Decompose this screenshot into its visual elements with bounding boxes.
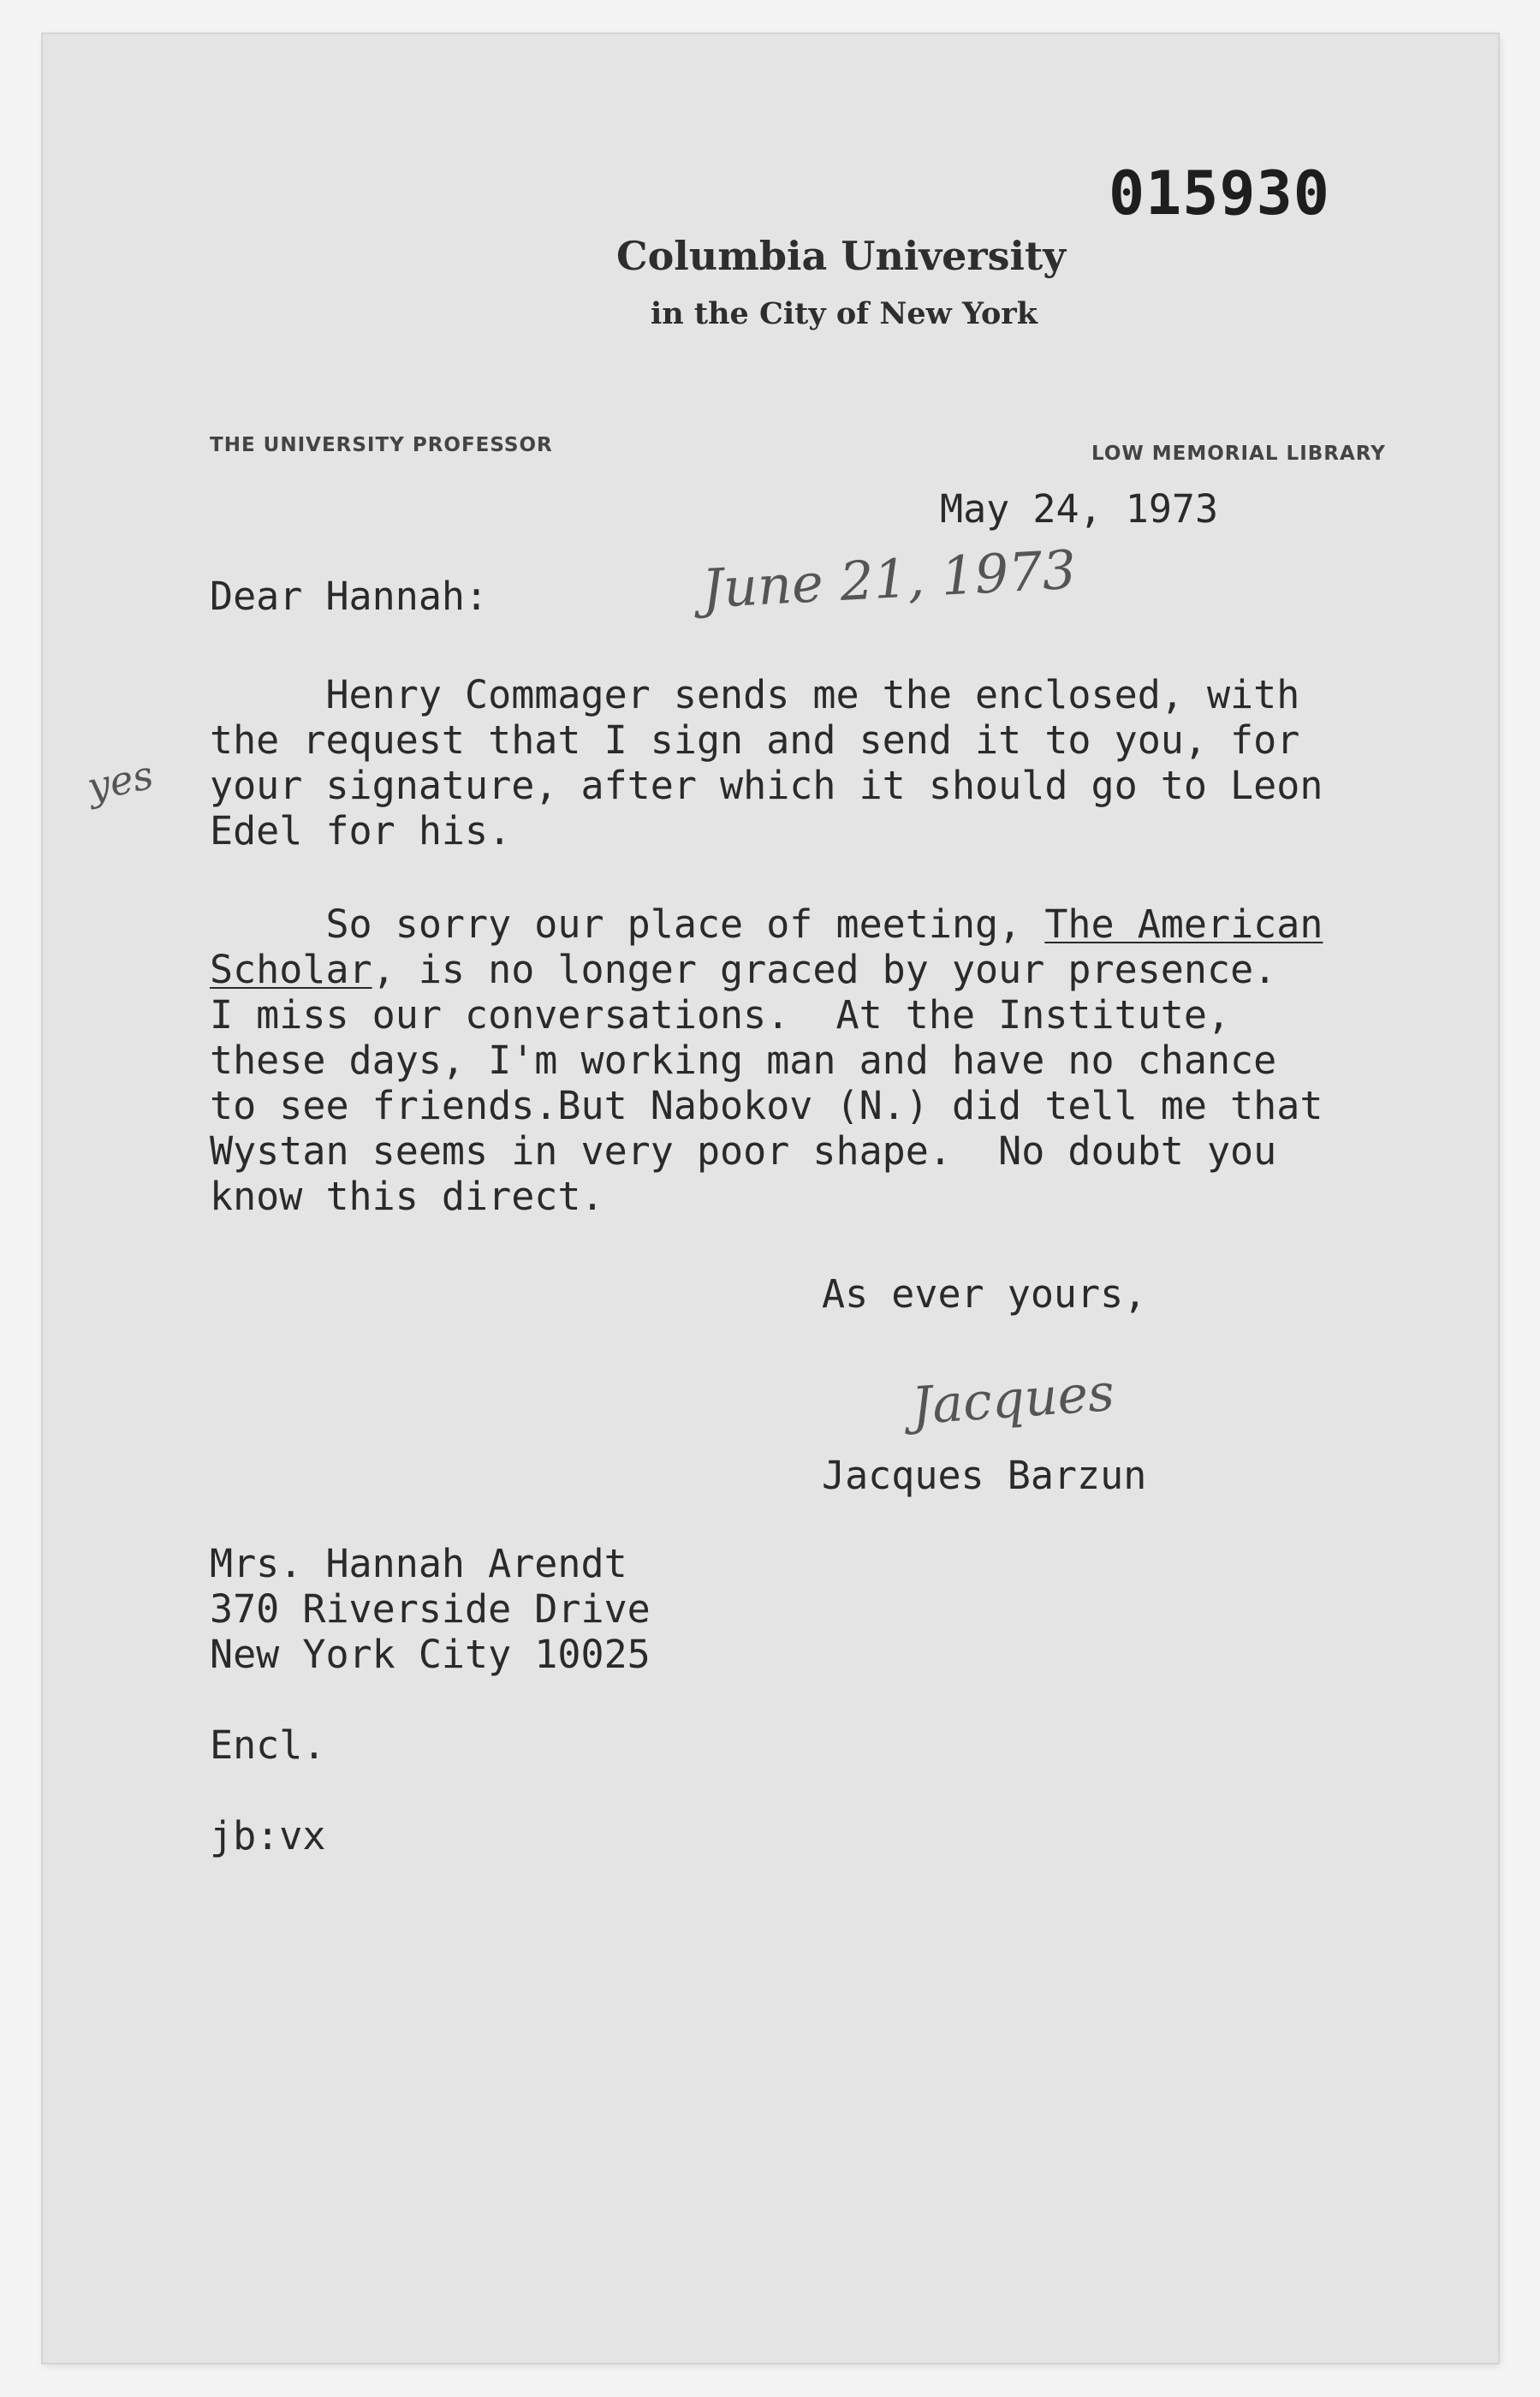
paragraph2-line7: know this direct.: [210, 1174, 604, 1219]
paragraph2-line5: to see friends.But Nabokov (N.) did tell me that: [210, 1083, 1323, 1128]
letterhead-left-department: THE UNIVERSITY PROFESSOR: [210, 434, 553, 456]
letterhead-institution: Columbia University: [616, 233, 1066, 279]
paragraph1-line3: your signature, after which it should go to Leon: [210, 763, 1323, 808]
paragraph1-line1: Henry Commager sends me the enclosed, with: [210, 672, 1300, 717]
recipient-street: 370 Riverside Drive: [210, 1586, 651, 1632]
paragraph2-line2-text: , is no longer graced by your presence.: [372, 947, 1277, 992]
paragraph2-line1: [210, 901, 1323, 947]
signer-name: Jacques Barzun: [822, 1453, 1147, 1498]
letter-page: [43, 34, 1498, 2363]
paragraph2-line3: I miss our conversations. At the Institute,: [210, 992, 1231, 1038]
paragraph1-line2: the request that I sign and send it to you, for: [210, 717, 1300, 763]
enclosure-note: Encl.: [210, 1722, 326, 1768]
letter-date: May 24, 1973: [940, 486, 1219, 532]
signature: Jacques: [909, 1362, 1116, 1437]
recipient-name: Mrs. Hannah Arendt: [210, 1541, 627, 1586]
archive-number: 015930: [1109, 158, 1330, 229]
typist-initials: jb:vx: [210, 1813, 326, 1859]
recipient-city: New York City 10025: [210, 1632, 651, 1677]
paragraph2-line2: [210, 947, 1276, 992]
salutation: Dear Hannah:: [210, 574, 489, 619]
letterhead-location: in the City of New York: [651, 296, 1038, 331]
paragraph2-line1-text: So sorry our place of meeting,: [210, 901, 1045, 947]
margin-note: yes: [83, 751, 158, 811]
paragraph1-line4: Edel for his.: [210, 808, 512, 854]
paragraph2-line6: Wystan seems in very poor shape. No doubt you: [210, 1128, 1277, 1174]
publication-title-part2: Scholar: [210, 947, 372, 992]
paragraph2-line4: these days, I'm working man and have no chance: [210, 1038, 1277, 1083]
closing: As ever yours,: [822, 1271, 1147, 1317]
letterhead-right-department: LOW MEMORIAL LIBRARY: [1091, 443, 1386, 465]
publication-title-part1: The American: [1044, 901, 1323, 947]
handwritten-date: June 21, 1973: [700, 538, 1078, 621]
